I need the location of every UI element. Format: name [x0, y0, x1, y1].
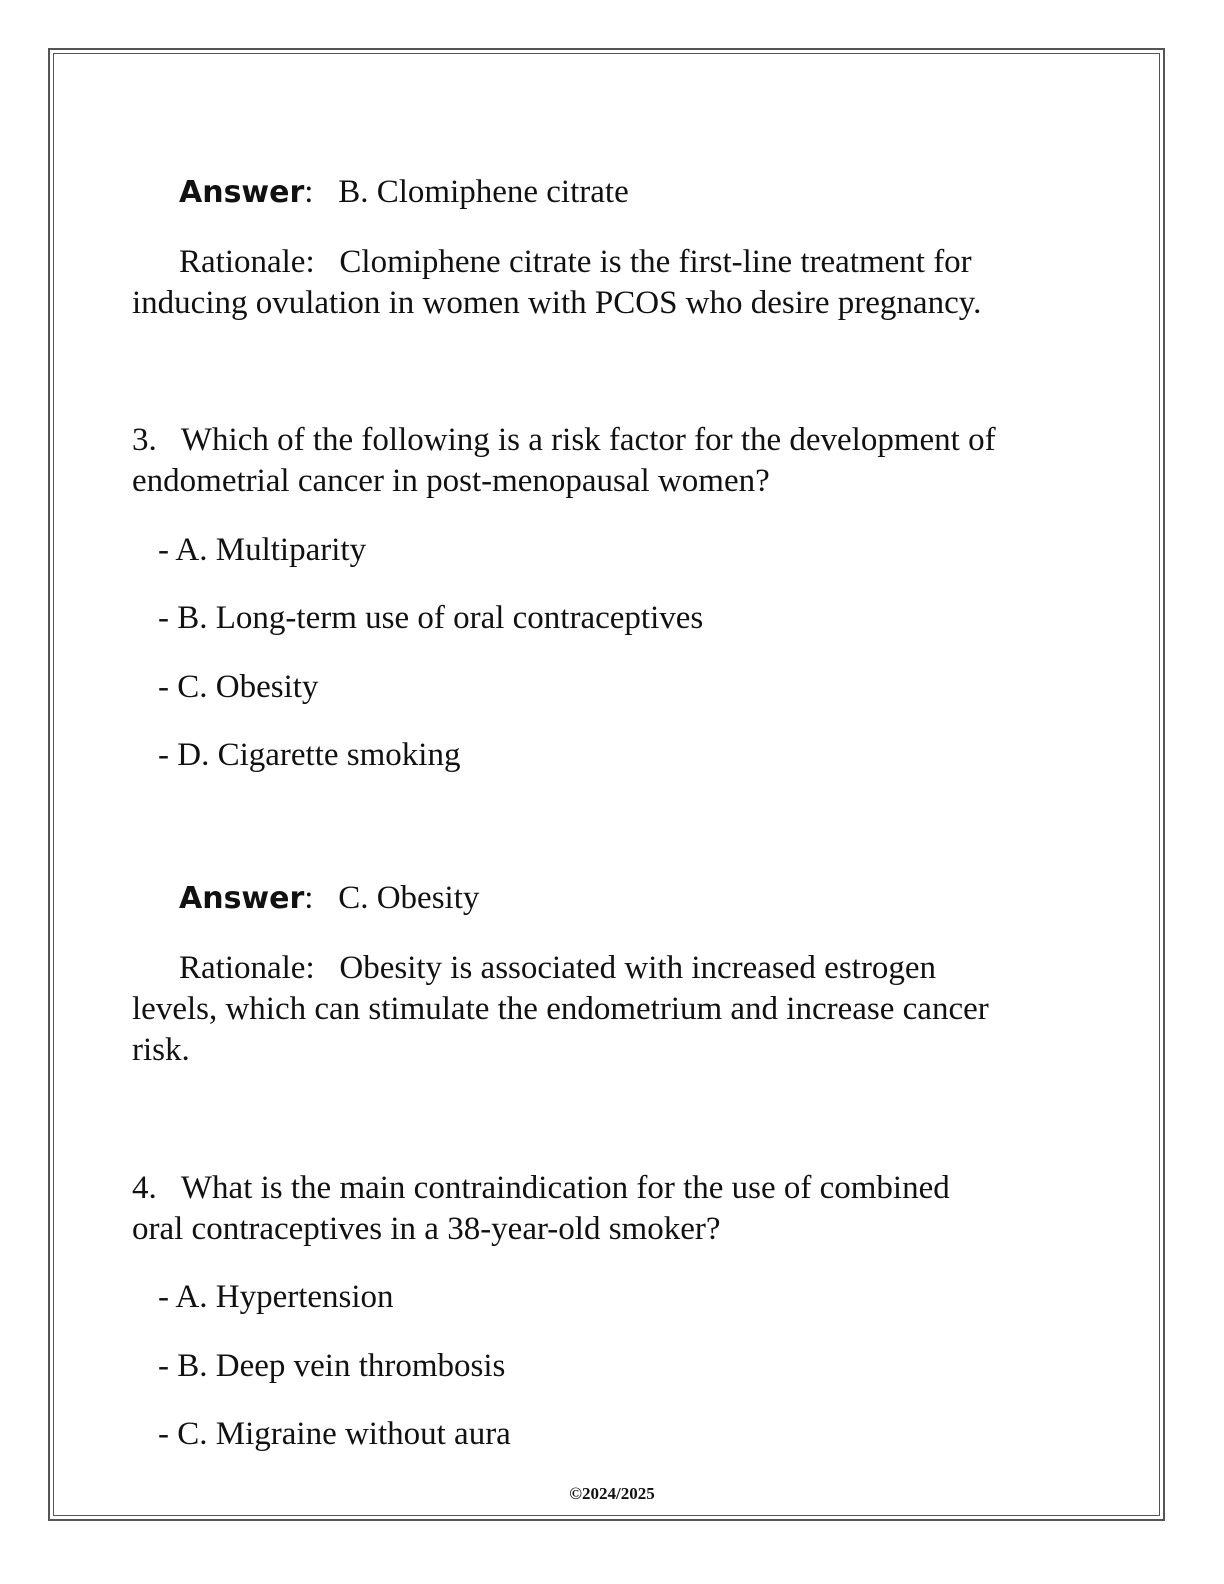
rationale-2-line-2: inducing ovulation in women with PCOS who desire pregnancy.: [132, 285, 982, 321]
rationale-label: Rationale:: [179, 950, 315, 986]
answer-value: C. Obesity: [338, 880, 480, 916]
rationale-3-line-3: risk.: [132, 1032, 190, 1068]
question-number: 3.: [132, 422, 157, 458]
copyright-footer: ©2024/2025: [569, 1484, 655, 1503]
rationale-3-line-2: levels, which can stimulate the endometrium and increase cancer: [132, 991, 989, 1027]
answer-colon: :: [304, 880, 314, 916]
option-3a: - A. Multiparity: [158, 532, 367, 568]
question-3-line-1: [132, 420, 996, 461]
answer-2: [179, 172, 629, 213]
question-text: Which of the following is a risk factor for the development of: [180, 422, 996, 458]
rationale-text: Clomiphene citrate is the first-line treatment for: [339, 244, 972, 280]
rationale-3-line-1: [179, 948, 936, 989]
answer-colon: :: [304, 174, 314, 210]
question-number: 4.: [132, 1170, 157, 1206]
question-3-line-2: endometrial cancer in post-menopausal women?: [132, 463, 770, 499]
question-text: What is the main contraindication for the use of combined: [180, 1170, 950, 1206]
rationale-label: Rationale:: [179, 244, 315, 280]
answer-3: [179, 878, 479, 919]
option-4b: - B. Deep vein thrombosis: [158, 1348, 506, 1384]
question-4-line-1: [132, 1168, 950, 1209]
question-4-line-2: oral contraceptives in a 38-year-old smoker?: [132, 1211, 721, 1247]
rationale-text: Obesity is associated with increased estrogen: [339, 950, 936, 986]
answer-label: Answer: [179, 881, 305, 916]
option-3c: - C. Obesity: [158, 669, 319, 705]
option-3d: - D. Cigarette smoking: [158, 737, 461, 773]
answer-label: Answer: [179, 175, 305, 210]
option-3b: - B. Long-term use of oral contraceptives: [158, 600, 704, 636]
option-4c: - C. Migraine without aura: [158, 1416, 511, 1452]
answer-value: B. Clomiphene citrate: [338, 174, 629, 210]
option-4a: - A. Hypertension: [158, 1279, 394, 1315]
rationale-2-line-1: [179, 242, 972, 283]
